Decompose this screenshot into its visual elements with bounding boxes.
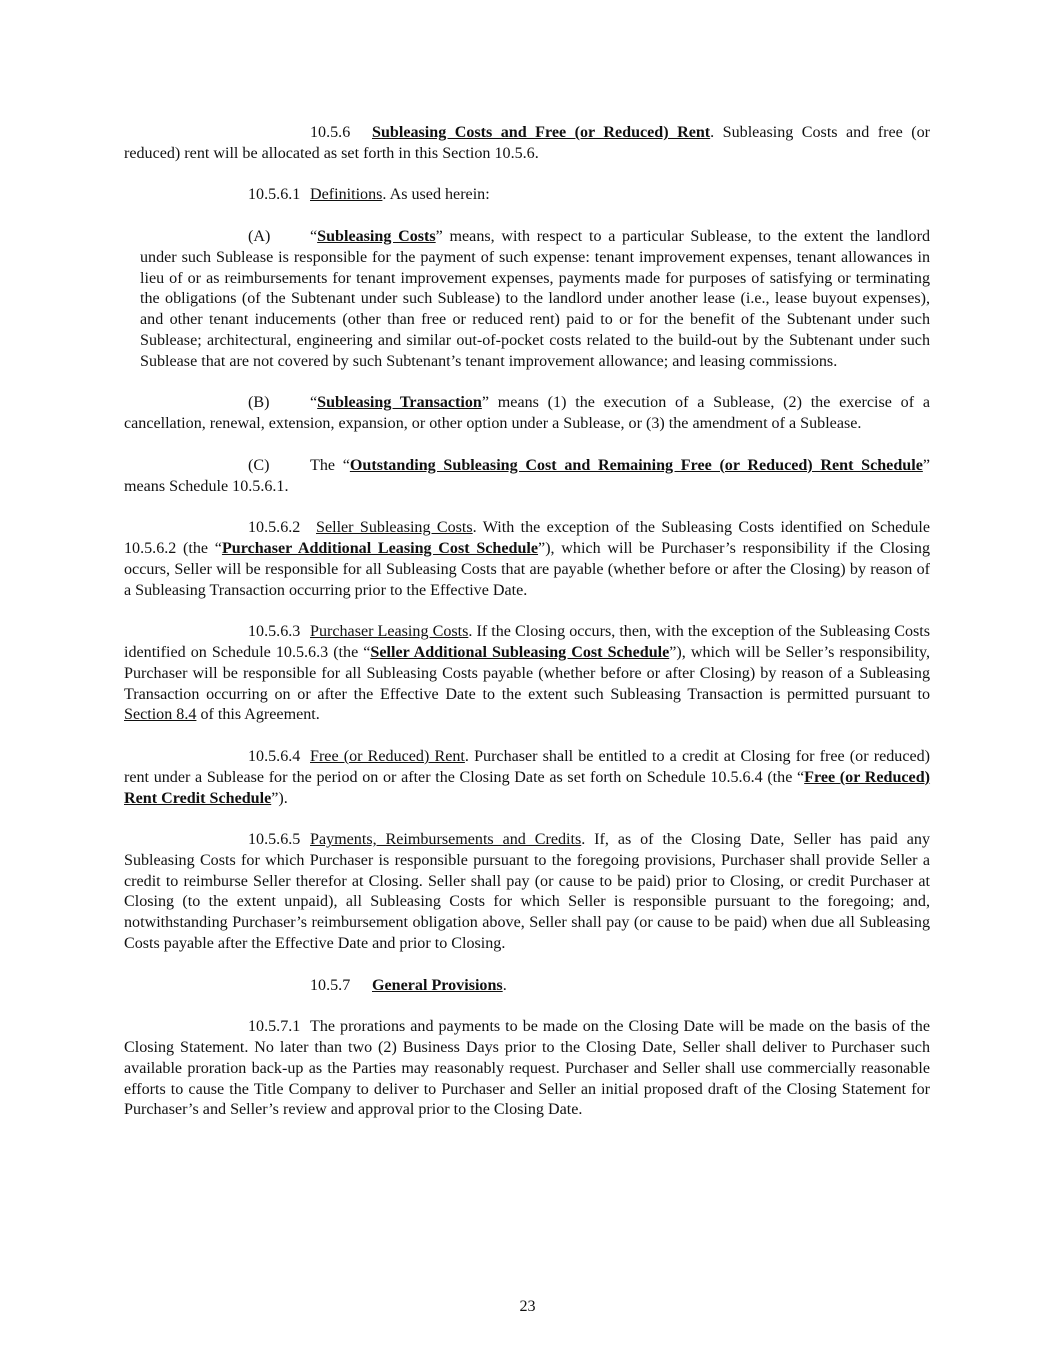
section-text: . Purchaser shall be entitled to a credit at Closing for free (or reduced) rent under a Sublease for the period on or after the Closing Date as set forth on Schedule 10.5.6.4 (the “ [124, 747, 931, 786]
section-10-5-6-1 [124, 185, 930, 206]
defined-term: Outstanding Subleasing Cost and Remaining Free (or Reduced) Rent Schedule [349, 456, 923, 474]
section-text: ”), which will be Purchaser’s responsibility if the Closing occurs, Seller will be responsible for all Subleasing Costs that are payable (whether before or after the Closing) by reason of a Subleasing Transaction occurring prior to the Effective Date. [124, 539, 931, 599]
section-text: of this Agreement. [196, 706, 320, 724]
section-text: . If the Closing occurs, then, with the exception of the Subleasing Costs identified on Schedule 10.5.6.3 (the “ [124, 623, 930, 661]
section-title: Purchaser Leasing Costs [310, 623, 469, 641]
section-title: Free (or Reduced) Rent [310, 747, 465, 765]
open-quote: “ [310, 394, 318, 412]
definition-b [124, 393, 930, 435]
section-10-5-7-1 [124, 1017, 930, 1121]
section-number: 10.5.6.5 [248, 831, 301, 849]
definition-letter: (A) [248, 227, 271, 245]
page-number: 23 [519, 1298, 536, 1315]
document-body [124, 123, 930, 1121]
definition-a [124, 227, 930, 373]
section-text: The prorations and payments to be made on the Closing Date will be made on the basis of the Closing Statement. No later than two (2) Business Days prior to the Closing Date, Seller shall deliver to Purchaser such available proration back-up as the Parties may reasonably request. Purchaser and Seller shall use commercially reasonable efforts to cause the Title Company to deliver to Purchaser and Seller an initial proposed draft of the Closing Statement for Purchaser’s and Seller’s review and approval prior to the Closing Date. [124, 1018, 930, 1119]
definition-c [124, 456, 930, 498]
defined-term: Subleasing Transaction [317, 394, 482, 412]
section-number: 10.5.6.1 [248, 186, 301, 204]
section-text: ”), which will be Seller’s responsibility, Purchaser will be responsible for all Subleasing Costs payable (whether before or after Closing) by reason of a Subleasing Transaction occurring on or after the Effective Date to the extent such Subleasing Transaction is permitted pursuant to [124, 643, 931, 703]
section-number: 10.5.7.1 [248, 1018, 301, 1036]
section-title: Seller Subleasing Costs [316, 519, 473, 537]
section-text: . If, as of the Closing Date, Seller has paid any Subleasing Costs for which Purchaser is responsible pursuant to the foregoing provisions, Purchaser shall provide Seller a credit to reimburse Seller therefor at Closing. Seller shall pay (or cause to be paid) prior to Closing, or credit Purchaser at Closing (to the extent unpaid), all Subleasing Costs for which Seller is responsible pursuant to the foregoing; and, notwithstanding Purchaser’s reimbursement obligation above, Seller shall pay (or cause to be paid) when due all Subleasing Costs payable after the Effective Date and prior to Closing. [124, 831, 930, 953]
section-text: . As used herein: [382, 186, 490, 204]
definition-text: ” means, with respect to a particular Sublease, to the extent the landlord under such Sublease is responsible for the payment of such expense: tenant improvement expenses, tenant allowances in lieu of or as reimbursements for tenant improvement expenses, payments made for purposes of satisfying or terminating the obligations (of the Subtenant under such Sublease) to the landlord under another lease (i.e., lease buyout expenses), and other tenant inducements (other than free or reduced rent) paid to or for the benefit of the Subtenant under such Sublease; architectural, engineering and similar out-of-pocket costs related to the build-out by the Subtenant under such Sublease that are not covered by such Subtenant’s tenant improvement allowance; and leasing commissions. [140, 227, 930, 370]
section-text: . [502, 976, 507, 994]
section-text: . With the exception of the Subleasing Costs identified on Schedule 10.5.6.2 (the “ [124, 519, 930, 557]
section-number: 10.5.6.4 [248, 747, 301, 765]
definition-letter: (C) [248, 456, 270, 474]
section-reference-link: Section 8.4 [124, 706, 197, 724]
section-10-5-6-4 [124, 747, 930, 809]
defined-term: Purchaser Additional Leasing Cost Schedule [221, 539, 539, 557]
defined-term: Subleasing Costs [317, 227, 436, 245]
definition-text: ” means (1) the execution of a Sublease, (2) the exercise of a cancellation, renewal, extension, expansion, or other option under a Sublease, or (3) the amendment of a Sublease. [124, 394, 930, 433]
definition-letter: (B) [248, 394, 270, 412]
section-title: Payments, Reimbursements and Credits [310, 831, 582, 849]
definition-text: ” means Schedule 10.5.6.1. [124, 456, 930, 495]
section-title: General Provisions [372, 976, 503, 994]
open-quote: “ [310, 227, 318, 245]
defined-term: Free (or Reduced) Rent Credit Schedule [124, 768, 931, 807]
section-10-5-6-5 [124, 830, 930, 955]
section-title: Definitions [310, 186, 383, 204]
section-number: 10.5.6.3 [248, 623, 301, 641]
section-10-5-7 [124, 976, 930, 997]
section-10-5-6-2 [124, 518, 930, 601]
section-number: 10.5.6.2 [248, 519, 301, 537]
section-number: 10.5.7 [310, 976, 351, 994]
section-text: . Subleasing Costs and free (or reduced) rent will be allocated as set forth in this Section 10.5.6. [124, 124, 930, 162]
definition-lead: The “ [310, 456, 350, 474]
section-title: Subleasing Costs and Free (or Reduced) Rent [372, 124, 711, 141]
defined-term: Seller Additional Subleasing Cost Schedule [370, 643, 670, 661]
section-10-5-6-3 [124, 622, 930, 726]
section-text: ”). [271, 789, 288, 807]
section-number: 10.5.6 [310, 124, 351, 141]
section-10-5-6 [124, 123, 930, 165]
